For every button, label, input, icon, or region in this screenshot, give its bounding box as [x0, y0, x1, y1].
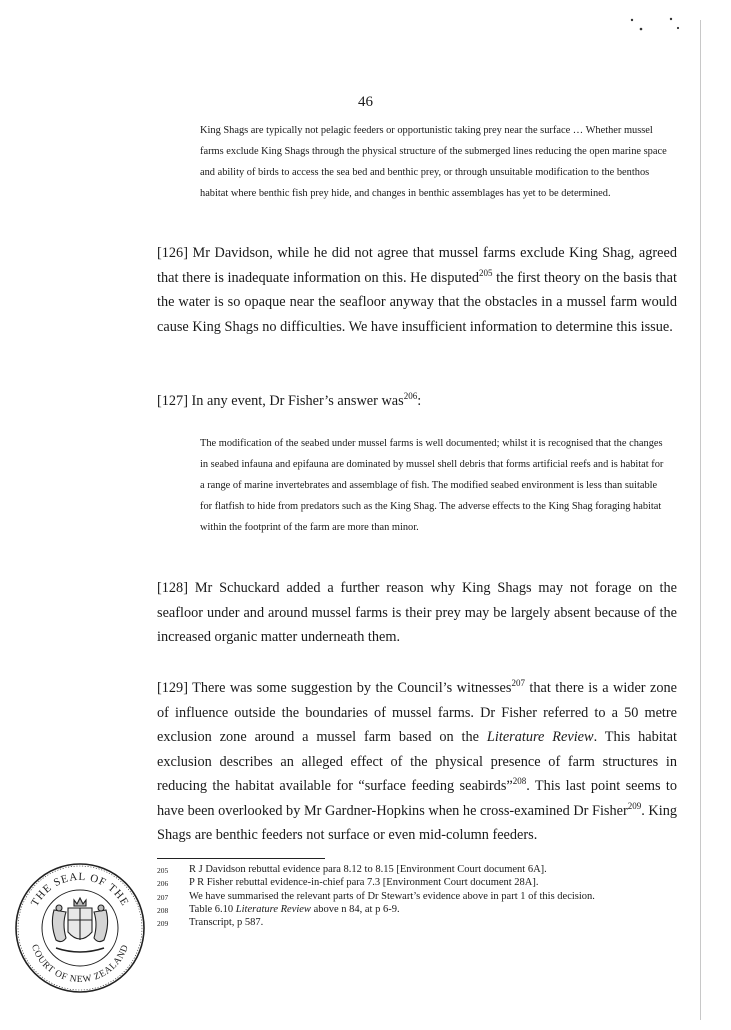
footnote-text: R J Davidson rebuttal evidence para 8.12 to 8.15 [Environment Court document 6A].: [189, 864, 547, 875]
literature-review-title: Literature Review: [486, 729, 594, 745]
footnote-text: Table 6.10 Literature Review above n 84, at p 6-9.: [189, 903, 400, 915]
footnote-ref-207[interactable]: 207: [511, 678, 525, 689]
footnote-number: 206: [157, 879, 169, 889]
footnote-207: [157, 891, 677, 904]
court-seal: [10, 858, 150, 998]
coat-of-arms-icon: [52, 898, 107, 952]
seal-bottom-text: COURT OF NEW ZEALAND: [28, 943, 132, 986]
footnote-number: 207: [157, 892, 169, 902]
footnote-ref-208[interactable]: 208: [512, 776, 527, 787]
paragraph-129: [129] There was some suggestion by the Council’s witnesses$^{207}$ that there is a wider zone of influence outside the boundaries of mussel farms. Dr Fisher referred to a 50 metre exclusion zone around a mussel farm based on the Literature Review. This habitat exclusion describes an alleged effect of the physical presence of farm structures in reducing the habitat available for “surface feeding seabirds”$^{208}$. This last point seems to have been overlooked by Mr Gardner-Hopkins when he cross-examined Dr Fisher$^{209}$. King Shags are benthic feeders not surface or even mid-column feeders.: [157, 678, 677, 843]
paragraph-128: [128] Mr Schuckard added a further reason why King Shags may not forage on the seafloor under and around mussel farms is their prey may be largely absent because of the increased organic matter underneath them.: [157, 580, 677, 645]
scan-margin-line: [700, 20, 701, 1020]
footnote-ref-209[interactable]: 209: [627, 800, 642, 811]
footnote-209: [157, 917, 677, 930]
footnote-number: 205: [157, 866, 169, 875]
page-number: 46: [358, 94, 373, 110]
block-quote-fisher-answer: The modification of the seabed under mussel farms is well documented; whilst it is recognised that the changes in seabed infauna and epifauna are dominated by mussel shell debris that forms artificial reefs and is habitat for a range of marine invertebrates and assemblage of fish. The modified seabed environment is less than suitable for flatfish to hide from predators such as the King Shag. The adverse effects to the King Shag foraging habitat within the footprint of the farm are more than minor.: [200, 438, 664, 533]
scan-specks: [625, 14, 685, 36]
footnote-text: We have summarised the relevant parts of Dr Stewart’s evidence above in part 1 of this decision.: [189, 890, 595, 902]
footnote-text: P R Fisher rebuttal evidence-in-chief para 7.3 [Environment Court document 28A].: [189, 877, 539, 889]
footnote-number: 208: [157, 905, 169, 915]
paragraph-126: [126] Mr Davidson, while he did not agree that mussel farms exclude King Shag, agreed that there is inadequate information on this. He disputed$^{205}$ the first theory on the basis that the water is so opaque near the seafloor anyway that the obstacles in a mussel farm would cause King Shags no difficulties. We have insufficient information to determine this issue.: [157, 245, 677, 335]
footnote-ref-206[interactable]: 206: [403, 391, 418, 402]
footnote-separator: [157, 858, 325, 859]
footnote-206: [157, 877, 677, 890]
footnote-text: Transcript, p 587.: [189, 917, 264, 929]
footnote-number: 209: [157, 919, 169, 929]
paragraph-127: [127] In any event, Dr Fisher’s answer was$^{206}$:: [157, 391, 422, 409]
footnote-205: [157, 864, 677, 877]
seal-top-text: THE SEAL OF THE: [28, 870, 132, 909]
footnote-ref-205[interactable]: 205: [478, 267, 493, 278]
footnote-208: [157, 904, 677, 917]
block-quote-king-shags: King Shags are typically not pelagic feeders or opportunistic taking prey near the surface … Whether mussel farms exclude King Shags through the physical structure of the submerged lines reducing the open marine space and ability of birds to access the sea bed and benthic prey, or through unsuitable modification to the benthos habitat where benthic fish prey hide, and changes in benthic assemblages has yet to be determined.: [200, 125, 667, 199]
footnotes: [157, 864, 677, 930]
